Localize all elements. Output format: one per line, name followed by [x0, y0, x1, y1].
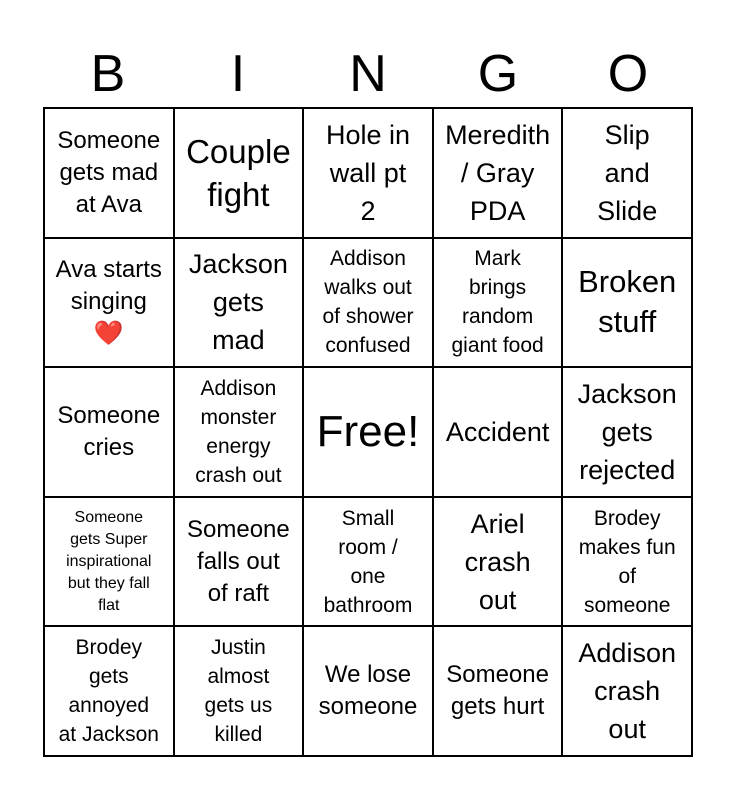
header-letter-o: O [607, 45, 649, 103]
bingo-grid [43, 107, 693, 757]
bingo-cell[interactable]: Broken stuff [562, 238, 692, 368]
bingo-cell[interactable]: Someone gets hurt [433, 626, 563, 756]
bingo-cell[interactable]: Someone cries [44, 367, 174, 497]
bingo-cell[interactable]: Accident [433, 367, 563, 497]
bingo-cell[interactable]: Brodey gets annoyed at Jackson [44, 626, 174, 756]
bingo-cell[interactable]: Someone falls out of raft [174, 497, 304, 627]
bingo-cell[interactable]: Meredith / Gray PDA [433, 108, 563, 238]
bingo-cell[interactable]: Someone gets mad at Ava [44, 108, 174, 238]
header-letter-i: I [230, 45, 246, 103]
bingo-cell[interactable]: Mark brings random giant food [433, 238, 563, 368]
bingo-cell[interactable]: Jackson gets rejected [562, 367, 692, 497]
bingo-cell[interactable]: We lose someone [303, 626, 433, 756]
bingo-free-space[interactable]: Free! [303, 367, 433, 497]
bingo-cell[interactable]: Couple fight [174, 108, 304, 238]
bingo-cell[interactable]: Someone gets Super inspirational but they fall flat [44, 497, 174, 627]
bingo-cell[interactable]: Ariel crash out [433, 497, 563, 627]
bingo-cell[interactable]: Ava starts singing ❤️ [44, 238, 174, 368]
bingo-cell[interactable]: Slip and Slide [562, 108, 692, 238]
bingo-cell[interactable]: Jackson gets mad [174, 238, 304, 368]
bingo-cell[interactable]: Hole in wall pt 2 [303, 108, 433, 238]
header-letter-n: N [349, 45, 387, 103]
bingo-cell[interactable]: Addison monster energy crash out [174, 367, 304, 497]
bingo-cell[interactable]: Justin almost gets us killed [174, 626, 304, 756]
bingo-cell[interactable]: Small room / one bathroom [303, 497, 433, 627]
bingo-header [43, 40, 693, 108]
bingo-cell[interactable]: Addison walks out of shower confused [303, 238, 433, 368]
bingo-cell[interactable]: Addison crash out [562, 626, 692, 756]
header-letter-g: G [477, 45, 519, 103]
header-letter-b: B [90, 45, 126, 103]
bingo-cell[interactable]: Brodey makes fun of someone [562, 497, 692, 627]
